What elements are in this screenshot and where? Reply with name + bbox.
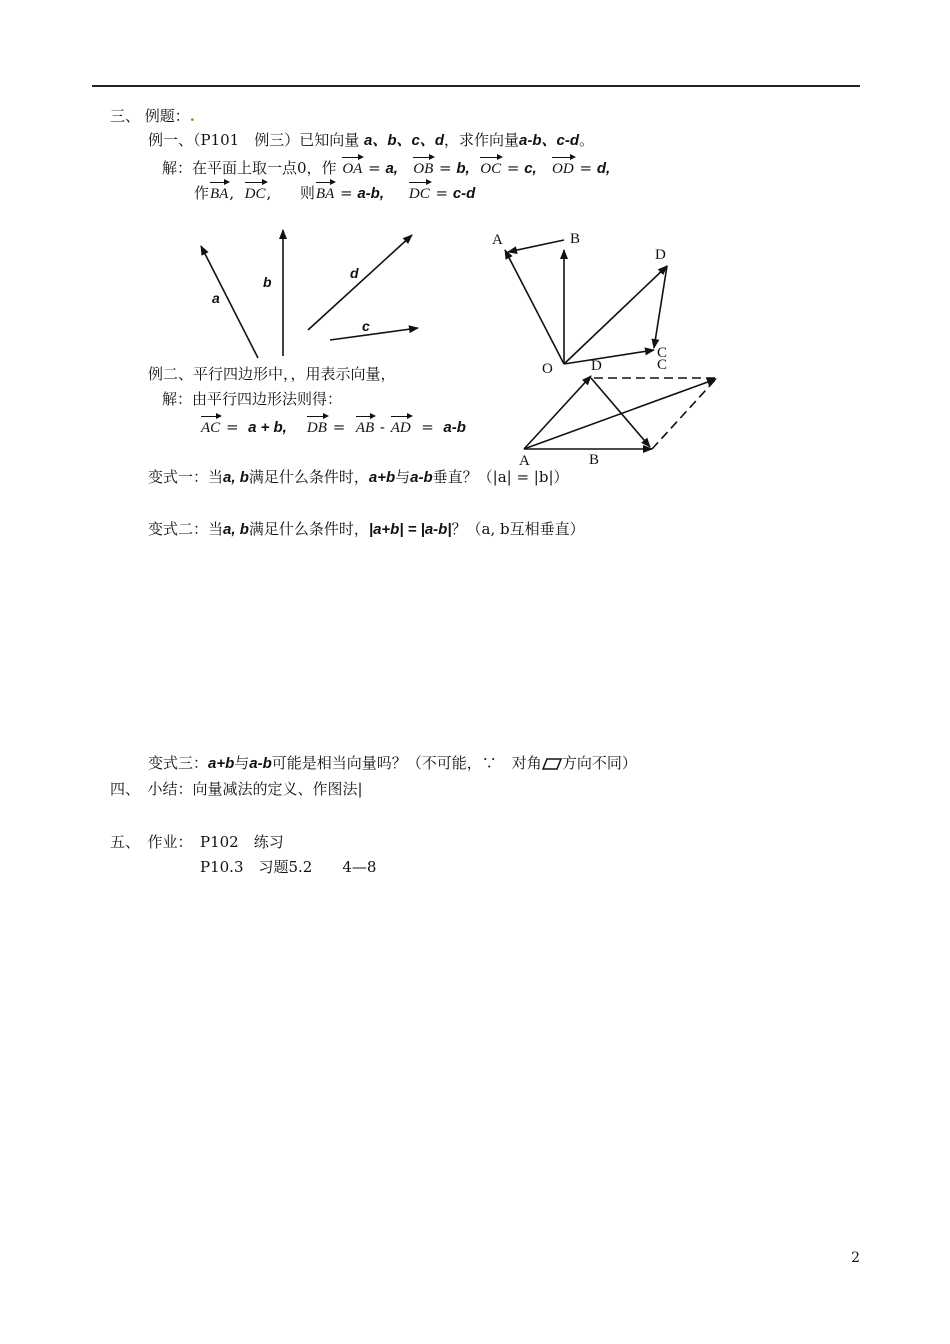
example-2-text: 例二、平行四边形中，，用表示向量， (148, 365, 396, 383)
label-d: d (350, 265, 359, 281)
solution-1b-lead: 作 (194, 184, 210, 202)
arrow-OA (505, 250, 564, 364)
point-C: C (657, 357, 668, 373)
section-4 (110, 779, 363, 799)
variation-2 (148, 519, 585, 540)
equals-sign: = (430, 184, 453, 202)
vector-BA-2: BA (316, 180, 334, 204)
section-5-line-2-text: P10.3 习题5.2 4—8 (200, 858, 377, 876)
variation-2-tail: ？（a, b互相垂直） (451, 520, 585, 538)
decorative-dot: . (189, 107, 196, 125)
vector-AC: AC (201, 414, 220, 438)
section-5 (110, 832, 284, 852)
equals-sign: = (434, 159, 457, 177)
variation-3-amb: a-b (249, 755, 272, 772)
example-1-end: 。 (579, 131, 595, 149)
example-1-mid: ，求作向量 (444, 131, 520, 149)
variation-3-with: 与 (234, 754, 250, 772)
parallelogram-icon (542, 757, 562, 771)
vector-DB: DB (307, 414, 327, 438)
vector-DC: DC (245, 180, 266, 204)
variation-1-lead: 变式一：当 (148, 468, 224, 486)
label-b: b (263, 274, 272, 290)
variation-3-apb: a+b (208, 755, 235, 772)
example-1-vectors: a、b、c、d (364, 132, 445, 149)
section-3-label: 三、 例题： (110, 107, 190, 125)
vector-AB: AB (356, 414, 374, 438)
arrow-AD (524, 376, 591, 449)
variation-2-lead: 变式二：当 (148, 520, 224, 538)
vector-DC-2: DC (409, 180, 430, 204)
equals-sign: = (335, 184, 358, 202)
variation-2-expr: |a+b| = |a-b| (368, 521, 452, 538)
figure-origin-vectors (492, 231, 667, 377)
variation-3-tail: 可能是相当向量吗？（不可能，∵ 对角 (271, 754, 542, 772)
variation-1-mid: 满足什么条件时， (248, 468, 369, 486)
point-B: B (570, 231, 581, 247)
point-O: O (542, 361, 553, 377)
variation-1-tail: 垂直？（|a| = |b|） (432, 468, 569, 486)
page-number: 2 (851, 1250, 860, 1266)
figure-free-vectors (201, 230, 418, 358)
vector-a-label: a, (385, 160, 398, 177)
arrow-DC (654, 266, 667, 348)
variation-3 (148, 753, 637, 774)
equals-sign: = (221, 418, 244, 436)
vector-OC: OC (480, 155, 501, 179)
example-2 (148, 364, 396, 384)
solution-2-eq: AC = a + b, DB = AB - AD = a-b (200, 414, 466, 438)
a-minus-b: a-b, (357, 185, 385, 202)
point-D: D (591, 358, 602, 374)
equals-sign: = (574, 159, 597, 177)
point-A: A (519, 453, 530, 469)
solution-1-line-2: 作BA, DC, 则BA = a-b, DC = c-d (194, 180, 475, 204)
vector-d-label: d, (596, 160, 611, 177)
example-1-title: 例一、（P101 例三）已知向量 (148, 131, 360, 149)
solution-2-lead (162, 389, 342, 409)
vector-OA: OA (342, 155, 362, 179)
c-minus-d: c-d (452, 185, 476, 202)
example-1-targets: a-b、c-d (519, 132, 580, 149)
vector-c-label: c, (524, 160, 537, 177)
arrow-c (330, 328, 418, 340)
equals-sign: = (502, 159, 525, 177)
variation-2-mid: 满足什么条件时， (248, 520, 369, 538)
variation-1 (148, 467, 569, 488)
vector-OD: OD (552, 155, 574, 179)
section-5-label: 五、 作业： P102 练习 (110, 833, 284, 851)
a-plus-b: a + b, (248, 419, 287, 436)
variation-1-with: 与 (395, 468, 411, 486)
label-a: a (212, 290, 220, 306)
point-A: A (492, 232, 503, 248)
vector-b-label: b, (456, 160, 470, 177)
equals-sign: = (416, 418, 439, 436)
arrow-a (201, 246, 258, 358)
variation-1-amb: a-b (410, 469, 433, 486)
variation-1-ab: a, b (223, 469, 249, 486)
vector-AD: AD (391, 414, 411, 438)
arrow-AC (524, 379, 716, 449)
equals-sign: = (327, 418, 351, 436)
vector-OB: OB (413, 155, 433, 179)
arrow-OD (564, 266, 667, 364)
point-C: C (657, 345, 668, 361)
solution-1-lead: 解：在平面上取一点0，作 (162, 159, 337, 177)
then-word: 则 (299, 184, 315, 202)
a-minus-b: a-b (443, 419, 466, 436)
label-c: c (362, 318, 370, 334)
point-D: D (655, 247, 666, 263)
point-B: B (589, 452, 600, 468)
arrow-DB (591, 378, 650, 447)
variation-3-tail2: 方向不同） (561, 754, 637, 772)
section-4-text: 四、 小结：向量减法的定义、作图法| (110, 780, 363, 798)
variation-1-apb: a+b (368, 469, 396, 486)
equals-sign: = (363, 159, 386, 177)
solution-2-lead-text: 解：由平行四边形法则得： (162, 390, 343, 408)
vector-BA: BA (210, 180, 228, 204)
section-5-line-2 (200, 857, 376, 877)
arrow-BA (508, 240, 564, 252)
variation-2-ab: a, b (223, 521, 249, 538)
variation-3-lead: 变式三： (148, 754, 209, 772)
side-BC (652, 379, 716, 449)
arrow-d (308, 235, 412, 330)
